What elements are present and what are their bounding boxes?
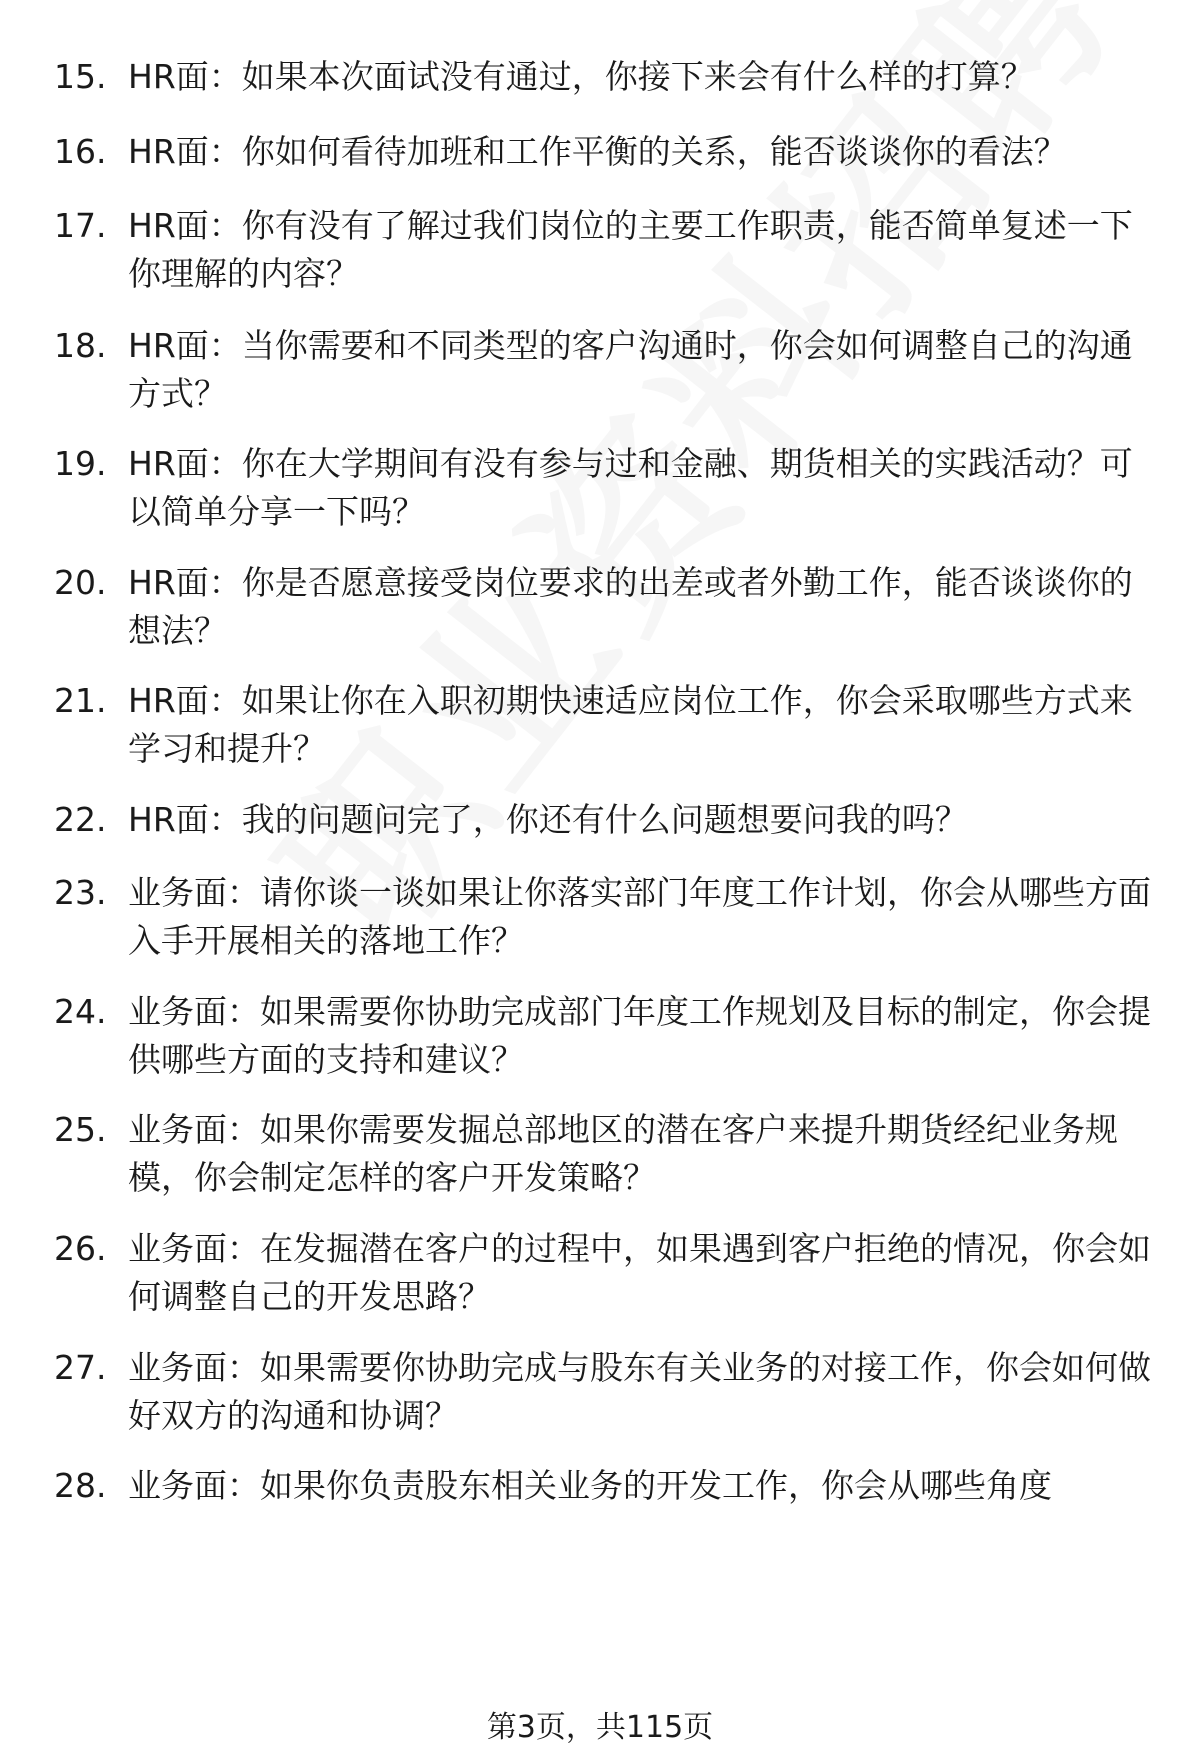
question-text: HR面：你在大学期间有没有参与过和金融、期货相关的实践活动？可以简单分享一下吗？ [128, 444, 1133, 531]
question-number: 21. [54, 681, 107, 720]
question-text: 业务面：如果需要你协助完成部门年度工作规划及目标的制定，你会提供哪些方面的支持和建议？ [128, 992, 1151, 1079]
question-text: 业务面：如果你需要发掘总部地区的潜在客户来提升期货经纪业务规模，你会制定怎样的客户开发策略？ [128, 1110, 1118, 1197]
question-number: 15. [54, 57, 107, 96]
question-number: 22. [54, 800, 107, 839]
question-number: 28. [54, 1466, 107, 1505]
question-number: 27. [54, 1348, 107, 1387]
question-text: HR面：你如何看待加班和工作平衡的关系，能否谈谈你的看法？ [128, 132, 1067, 171]
question-text: 业务面：如果你负责股东相关业务的开发工作，你会从哪些角度 [128, 1466, 1052, 1505]
question-text: 业务面：在发掘潜在客户的过程中，如果遇到客户拒绝的情况，你会如何调整自己的开发思路？ [128, 1229, 1151, 1316]
question-number: 25. [54, 1110, 107, 1149]
question-text: HR面：你有没有了解过我们岗位的主要工作职责，能否简单复述一下你理解的内容？ [128, 206, 1133, 293]
question-text: 业务面：请你谈一谈如果让你落实部门年度工作计划，你会从哪些方面入手开展相关的落地工作？ [128, 873, 1151, 960]
question-number: 19. [54, 444, 107, 483]
question-text: HR面：如果本次面试没有通过，你接下来会有什么样的打算？ [128, 57, 1034, 96]
page-footer: 第3页，共115页 [486, 1710, 714, 1745]
question-text: HR面：当你需要和不同类型的客户沟通时，你会如何调整自己的沟通方式？ [128, 326, 1133, 413]
question-text: HR面：你是否愿意接受岗位要求的出差或者外勤工作，能否谈谈你的想法？ [128, 563, 1133, 650]
question-number: 23. [54, 873, 107, 912]
question-text: HR面：如果让你在入职初期快速适应岗位工作，你会采取哪些方式来学习和提升？ [128, 681, 1133, 768]
question-number: 17. [54, 206, 107, 245]
question-text: 业务面：如果需要你协助完成与股东有关业务的对接工作，你会如何做好双方的沟通和协调？ [128, 1348, 1151, 1435]
question-number: 18. [54, 326, 107, 365]
question-text: HR面：我的问题问完了，你还有什么问题想要问我的吗？ [128, 800, 968, 839]
question-number: 20. [54, 563, 107, 602]
question-number: 26. [54, 1229, 107, 1268]
question-number: 24. [54, 992, 107, 1031]
question-number: 16. [54, 132, 107, 171]
